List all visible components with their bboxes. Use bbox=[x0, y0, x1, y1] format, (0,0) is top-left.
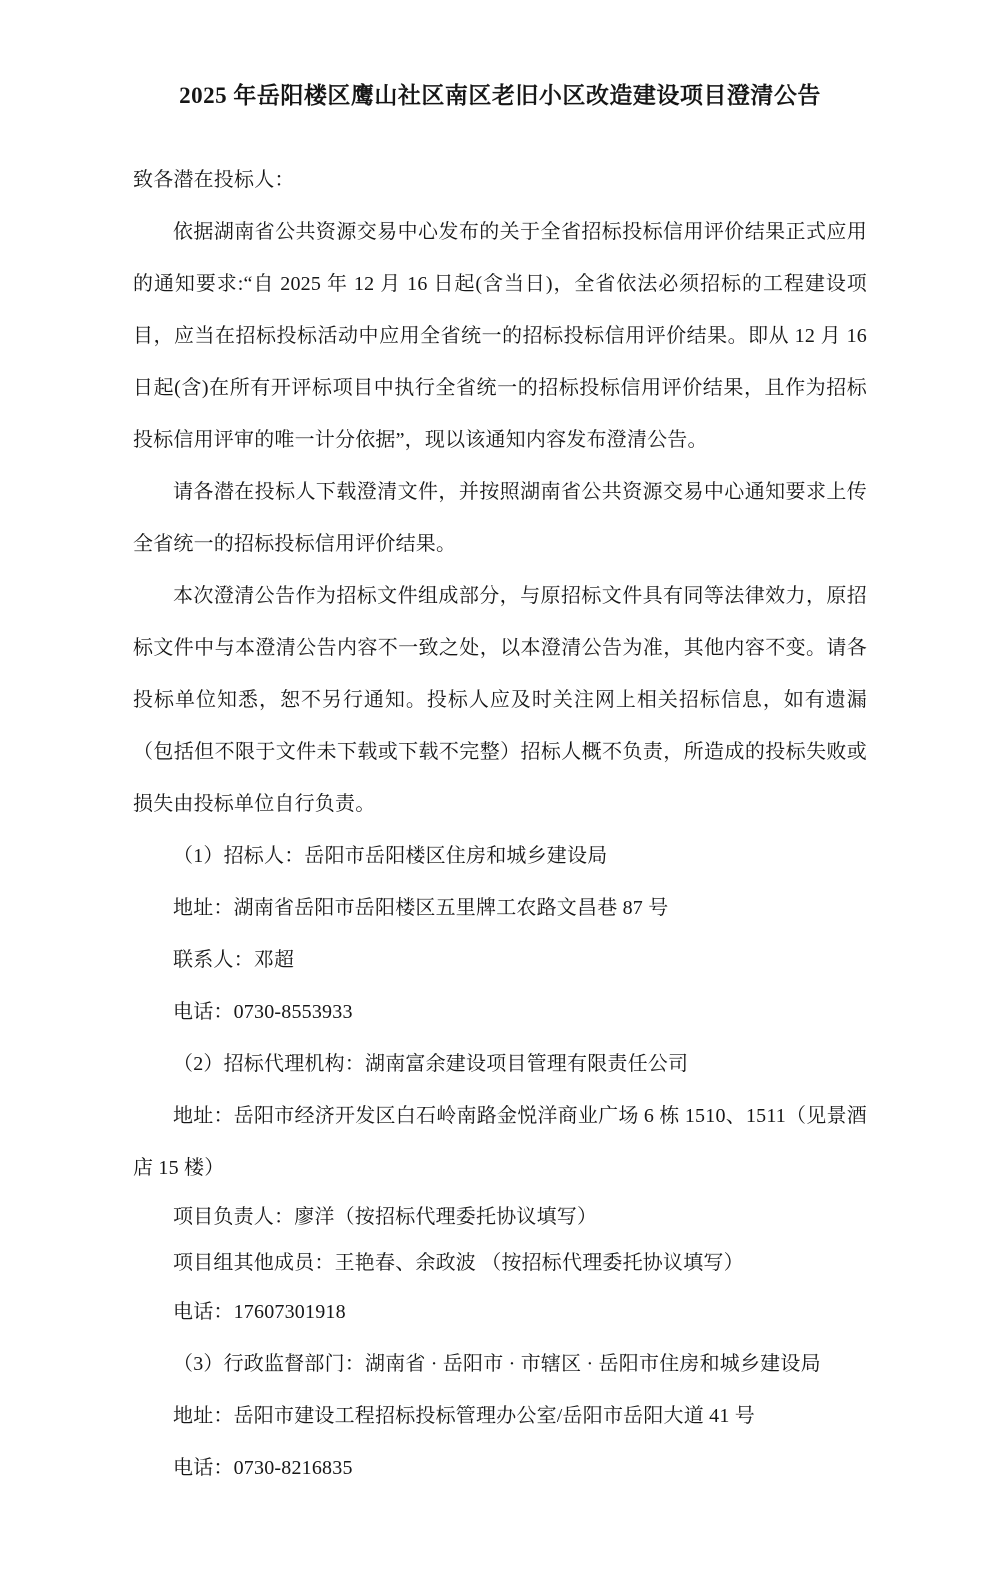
supervisor-address: 地址：岳阳市建设工程招标投标管理办公室/岳阳市岳阳大道 41 号 bbox=[173, 1405, 755, 1427]
tenderer-contact-person: 联系人：邓超 bbox=[173, 949, 295, 971]
agency-heading: （2）招标代理机构：湖南富余建设项目管理有限责任公司 bbox=[173, 1053, 689, 1075]
agency-team-lines bbox=[133, 1194, 867, 1286]
supervisor-heading: （3）行政监督部门：湖南省 · 岳阳市 · 市辖区 · 岳阳市住房和城乡建设局 bbox=[173, 1353, 821, 1375]
tenderer-section bbox=[133, 830, 867, 1038]
document-title: 2025 年岳阳楼区鹰山社区南区老旧小区改造建设项目澄清公告 bbox=[179, 83, 821, 108]
agency-section bbox=[133, 1038, 867, 1338]
agency-phone: 电话：17607301918 bbox=[173, 1301, 346, 1323]
agency-address: 地址：岳阳市经济开发区白石岭南路金悦洋商业广场 6 栋 1510、1511（见景酒店 15 楼） bbox=[133, 1105, 867, 1179]
salutation-line: 致各潜在投标人： bbox=[133, 169, 295, 191]
document-body bbox=[133, 154, 867, 1494]
supervisor-section bbox=[133, 1338, 867, 1494]
agency-team-members: 项目组其他成员：王艳春、余政波 （按招标代理委托协议填写） bbox=[173, 1252, 744, 1274]
supervisor-phone: 电话：0730-8216835 bbox=[173, 1457, 353, 1479]
paragraph-credit-evaluation-notice: 依据湖南省公共资源交易中心发布的关于全省招标投标信用评价结果正式应用的通知要求:“自 2025 年 12 月 16 日起(含当日)，全省依法必须招标的工程建设项目，应当在招标投标活动中应用全省统一的招标投标信用评价结果。即从 12 月 16 日起(含)在所有开评标项目中执行全省统一的招标投标信用评价结果，且作为招标投标信用评审的唯一计分依据”，现以该通知内容发布澄清公告。 bbox=[133, 221, 867, 451]
tenderer-heading: （1）招标人：岳阳市岳阳楼区住房和城乡建设局 bbox=[173, 845, 608, 867]
tenderer-address: 地址：湖南省岳阳市岳阳楼区五里牌工农路文昌巷 87 号 bbox=[173, 897, 669, 919]
agency-project-leader: 项目负责人：廖洋（按招标代理委托协议填写） bbox=[173, 1206, 598, 1228]
paragraph-download-request: 请各潜在投标人下载澄清文件，并按照湖南省公共资源交易中心通知要求上传全省统一的招标投标信用评价结果。 bbox=[133, 481, 867, 555]
paragraph-legal-effect: 本次澄清公告作为招标文件组成部分，与原招标文件具有同等法律效力，原招标文件中与本澄清公告内容不一致之处，以本澄清公告为准，其他内容不变。请各投标单位知悉，恕不另行通知。投标人应及时关注网上相关招标信息，如有遗漏（包括但不限于文件未下载或下载不完整）招标人概不负责，所造成的投标失败或损失由投标单位自行负责。 bbox=[133, 585, 867, 815]
tenderer-phone: 电话：0730-8553933 bbox=[173, 1001, 353, 1023]
